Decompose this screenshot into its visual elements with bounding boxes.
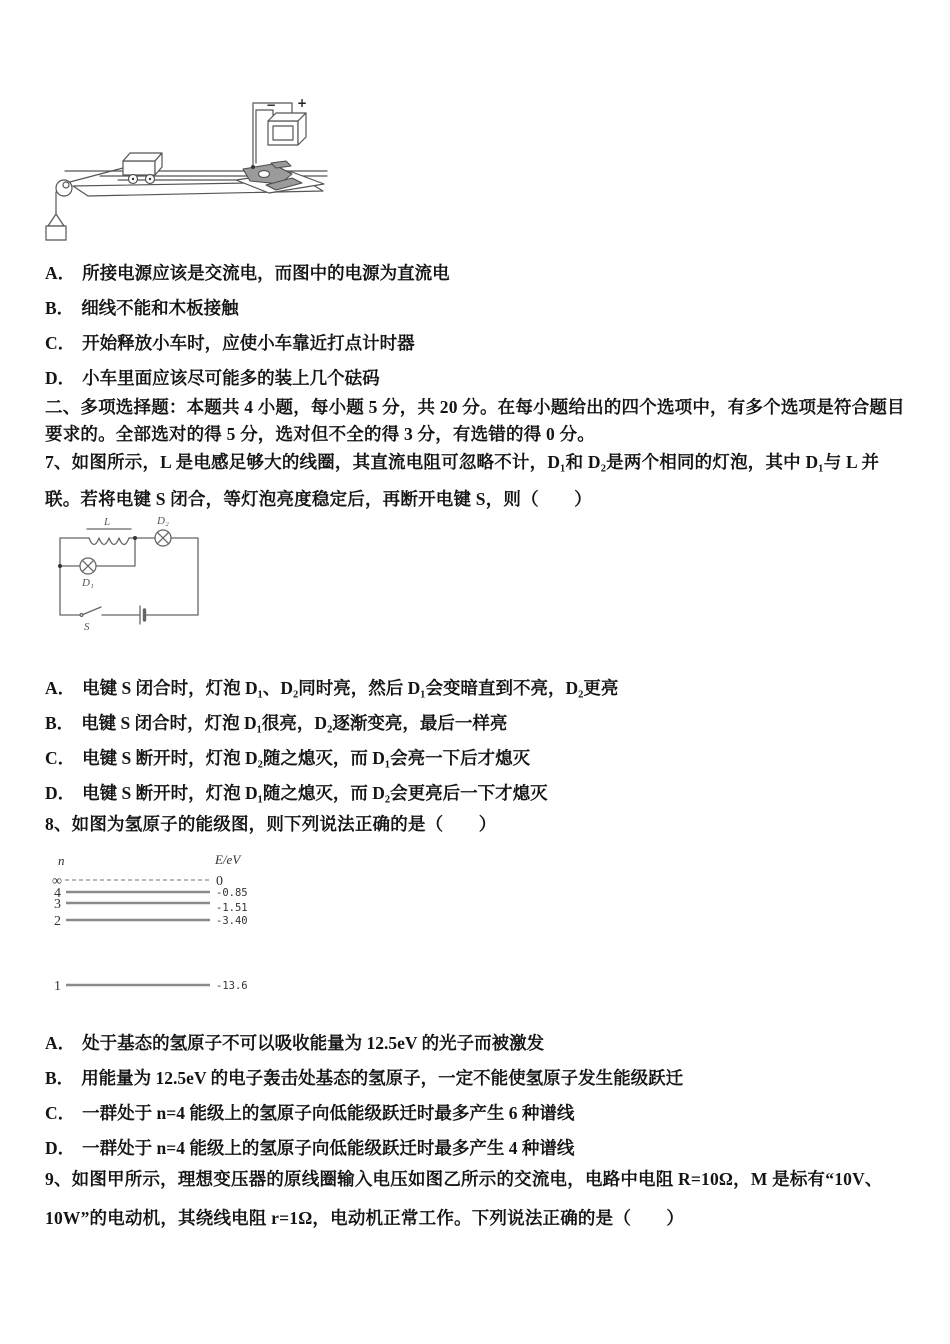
inductor-label: L: [104, 516, 111, 528]
option-b: [45, 1061, 683, 1096]
question8-options: [45, 1026, 683, 1166]
inductor: [87, 516, 131, 545]
battery-minus-sign: −: [266, 98, 277, 112]
option-text: 所接电源应该是交流电，而图中的电源为直流电: [82, 263, 450, 283]
level-n: 3: [54, 897, 61, 912]
circuit-figure: [56, 516, 214, 638]
level-infinity: [52, 874, 223, 889]
experiment-figure: [40, 85, 340, 250]
option-text: 小车里面应该尽可能多的装上几个砝码: [82, 368, 380, 388]
option-a: [45, 1026, 683, 1061]
axis-n-label: n: [58, 853, 65, 868]
option-letter: B．: [45, 713, 75, 733]
level-n: 4: [54, 886, 61, 901]
hanging-weight: [46, 214, 66, 240]
cell: [140, 606, 145, 624]
option-a: [45, 671, 618, 706]
question8-title: 8、如图为氢原子的能级图，则下列说法正确的是（ ）: [45, 814, 497, 834]
level-n: 1: [54, 979, 61, 994]
axis-e-label: E/eV: [215, 852, 241, 867]
level-energy: -3.40: [216, 915, 248, 927]
option-text: 电键 S 闭合时，灯泡 D₁很亮，D₂逐渐变亮，最后一样亮: [81, 713, 508, 733]
option-letter: D．: [45, 783, 76, 803]
option-text: 电键 S 闭合时，灯泡 D₁、D₂同时亮，然后 D₁会变暗直到不亮，D₂更亮: [82, 678, 619, 698]
question9-intro: 9、如图甲所示，理想变压器的原线圈输入电压如图乙所示的交流电，电路中电阻 R=10Ω，M 是标有“10V、10W”的电动机，其绕线电阻 r=1Ω，电动机正常工作。下列说法正确的是（ ）: [45, 1169, 883, 1228]
pulley: [56, 180, 72, 196]
option-text: 一群处于 n=4 能级上的氢原子向低能级跃迁时最多产生 4 种谱线: [82, 1138, 575, 1158]
lamp-d1-label: D₁: [82, 577, 94, 589]
option-letter: A．: [45, 263, 76, 283]
question7-options: [45, 671, 618, 811]
option-b: [45, 291, 450, 326]
level-4: [54, 886, 248, 901]
option-d: [45, 361, 450, 396]
option-c: [45, 326, 450, 361]
option-letter: C．: [45, 333, 76, 353]
level-n: 2: [54, 914, 61, 929]
switch-label: S: [84, 621, 90, 633]
level-2: [54, 914, 248, 929]
lamp-d2: [155, 516, 171, 546]
option-letter: B．: [45, 1068, 75, 1088]
lamp-d2-label: D₂: [157, 516, 169, 527]
option-letter: C．: [45, 1103, 76, 1123]
option-text: 电键 S 断开时，灯泡 D₂随之熄灭，而 D₁会亮一下后才熄灭: [82, 748, 531, 768]
level-3: [54, 897, 248, 914]
option-text: 一群处于 n=4 能级上的氢原子向低能级跃迁时最多产生 6 种谱线: [82, 1103, 575, 1123]
question6-options: [45, 256, 450, 396]
option-letter: C．: [45, 748, 76, 768]
option-text: 细线不能和木板接触: [81, 298, 239, 318]
level-1: [54, 979, 248, 994]
level-energy: -1.51: [216, 902, 248, 914]
option-text: 开始释放小车时，应使小车靠近打点计时器: [82, 333, 415, 353]
battery-plus-sign: +: [297, 96, 308, 110]
option-letter: D．: [45, 368, 76, 388]
option-letter: D．: [45, 1138, 76, 1158]
option-text: 用能量为 12.5eV 的电子轰击处基态的氢原子，一定不能使氢原子发生能级跃迁: [81, 1068, 684, 1088]
level-energy: -13.6: [216, 980, 248, 992]
level-energy: -0.85: [216, 887, 248, 899]
option-b: [45, 706, 618, 741]
level-energy: 0: [216, 874, 223, 889]
circuit-wires: [60, 538, 198, 615]
option-c: [45, 1096, 683, 1131]
option-c: [45, 741, 618, 776]
option-d: [45, 776, 618, 811]
switch: [80, 607, 101, 633]
question7-intro: 7、如图所示，L 是电感足够大的线圈，其直流电阻可忽略不计，D₁和 D₂是两个相同的灯泡，其中 D₁与 L 并联。若将电键 S 闭合，等灯泡亮度稳定后，再断开电键 S，则（ ）: [45, 452, 880, 509]
option-letter: A．: [45, 678, 76, 698]
option-letter: A．: [45, 1033, 76, 1053]
energy-level-figure: [52, 850, 287, 1010]
level-n: ∞: [52, 874, 62, 889]
option-a: [45, 256, 450, 291]
option-letter: B．: [45, 298, 75, 318]
cart: [123, 153, 162, 184]
option-text: 电键 S 断开时，灯泡 D₁随之熄灭，而 D₂会更亮后一下才熄灭: [82, 783, 548, 803]
section2-header: 二、多项选择题：本题共 4 小题，每小题 5 分，共 20 分。在每小题给出的四个选项中，有多个选项是符合题目要求的。全部选对的得 5 分，选对但不全的得 3 分，有选错的得 0 分。: [45, 397, 905, 444]
option-text: 处于基态的氢原子不可以吸收能量为 12.5eV 的光子而被激发: [82, 1033, 545, 1053]
